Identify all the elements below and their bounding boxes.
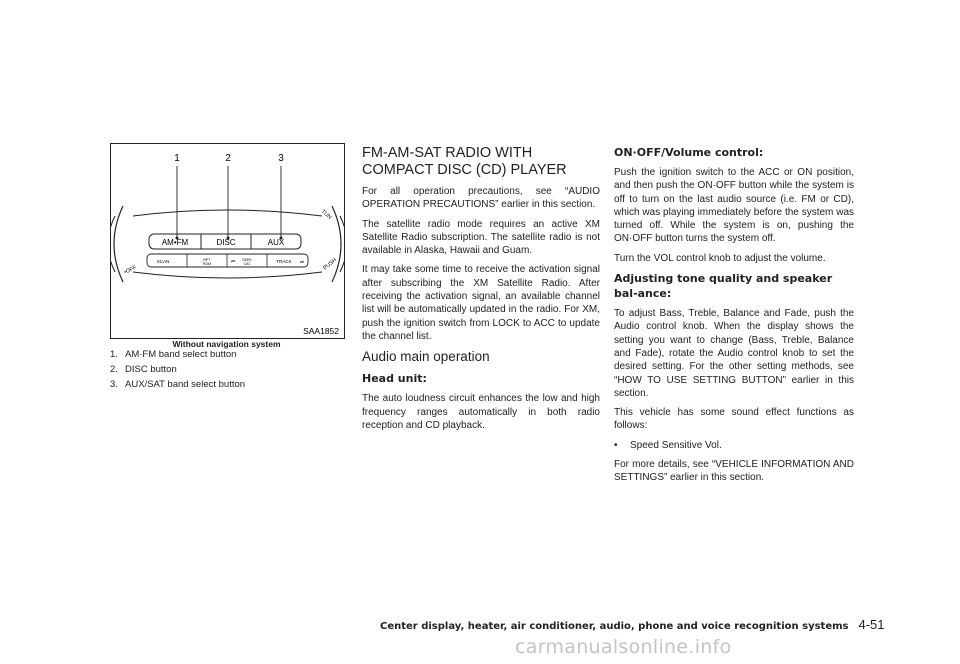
paragraph-loudness: The auto loudness circuit enhances the low and high frequency ranges automatically in both radio reception and CD playback. [362,393,600,431]
disc-button[interactable]: DISC [216,238,236,247]
page-number: 4-51 [858,617,885,632]
paragraph-more-details: For more details, see “VEHICLE INFORMATION AND SETTINGS” earlier in this section. [614,459,854,484]
paragraph-sound-effects: This vehicle has some sound effect functions as follows: [614,407,854,432]
legend-item [110,377,350,392]
legend-text: AM·FM band select button [125,349,237,360]
scan-button[interactable]: SCAN [156,259,170,264]
radio-illustration [110,143,345,339]
middle-column [362,145,600,438]
figure-code: SAA1852 [303,326,339,336]
page-footer [380,616,885,634]
aux-button[interactable]: AUX [267,238,285,247]
legend-number: 2. [110,364,118,375]
head-unit-title: Head unit: [362,372,427,386]
callout-3: 3 [278,153,284,164]
am-fm-button[interactable]: AM•FM [161,238,189,247]
bullet-item [614,439,854,452]
seek-back-icon: ⏮ [230,260,236,265]
paragraph-tone: To adjust Bass, Treble, Balance and Fade, push the Audio control knob. When the display shows the setting you want to change (Bass, Treble, Balance and Fade), rotate the Audio control knob to set the desired setting. For the other setting methods, see “HOW TO USE SETTING BUTTON” earlier in this section. [614,308,854,399]
onoff-title: ON·OFF/Volume control: [614,146,764,159]
legend-number: 1. [110,349,118,360]
paragraph-activation: It may take some time to receive the activation signal after subscribing the XM Satellite Radio. After receiving the activation signal, an available channel list will be automatically updated in the radio. For XM, push the ignition switch from LOCK to ACC to update the channel list. [362,264,600,342]
chapter-title: Center display, heater, air conditioner, audio, phone and voice recognition systems [380,621,849,632]
off-label: •OFF [123,264,138,276]
figure-legend [110,347,350,392]
paragraph-precautions: For all operation precautions, see “AUDIO OPERATION PRECAUTIONS” earlier in this section. [362,186,600,211]
radio-diagram [111,144,344,338]
right-column [614,145,854,491]
seek-forward-icon: ⏭ [299,260,305,265]
watermark: carmanualsonline.info [515,636,732,658]
bullet-text: Speed Sensitive Vol. [630,439,722,451]
paragraph-onoff: Push the ignition switch to the ACC or ON position, and then push the ON·OFF button while the system is off to turn on the last audio source (i.e. FM or CD), which was playing immediately before the system was turned off. While the system is on, pushing the ON·OFF button turns the system off. [614,167,854,245]
legend-text: DISC button [125,364,177,375]
legend-item [110,362,350,377]
bullet-icon: • [614,439,618,451]
subsection-heading: Audio main operation [362,349,490,365]
track-button[interactable]: TRACK [276,259,292,264]
legend-item [110,347,350,362]
section-heading: FM-AM-SAT RADIO WITH COMPACT DISC (CD) PLAYER [362,145,567,178]
callout-1: 1 [174,153,180,164]
tone-title: Adjusting tone quality and speaker bal-ance: [614,272,833,301]
paragraph-volume: Turn the VOL control knob to adjust the volume. [614,252,826,264]
paragraph-satellite: The satellite radio mode requires an active XM Satellite Radio subscription. The satellite radio is not available in Alaska, Hawaii and Guam. [362,218,600,257]
callout-2: 2 [225,153,231,164]
legend-text: AUX/SAT band select button [125,379,246,390]
seek-cat-button[interactable]: SEEK CAT [242,258,252,266]
rpt-rdm-button[interactable]: RPT RDM [202,258,212,266]
figure-caption: Without navigation system [172,339,281,349]
push-label: PUSH [322,257,338,272]
legend-number: 3. [110,379,118,390]
tune-label: TUN [319,208,333,221]
